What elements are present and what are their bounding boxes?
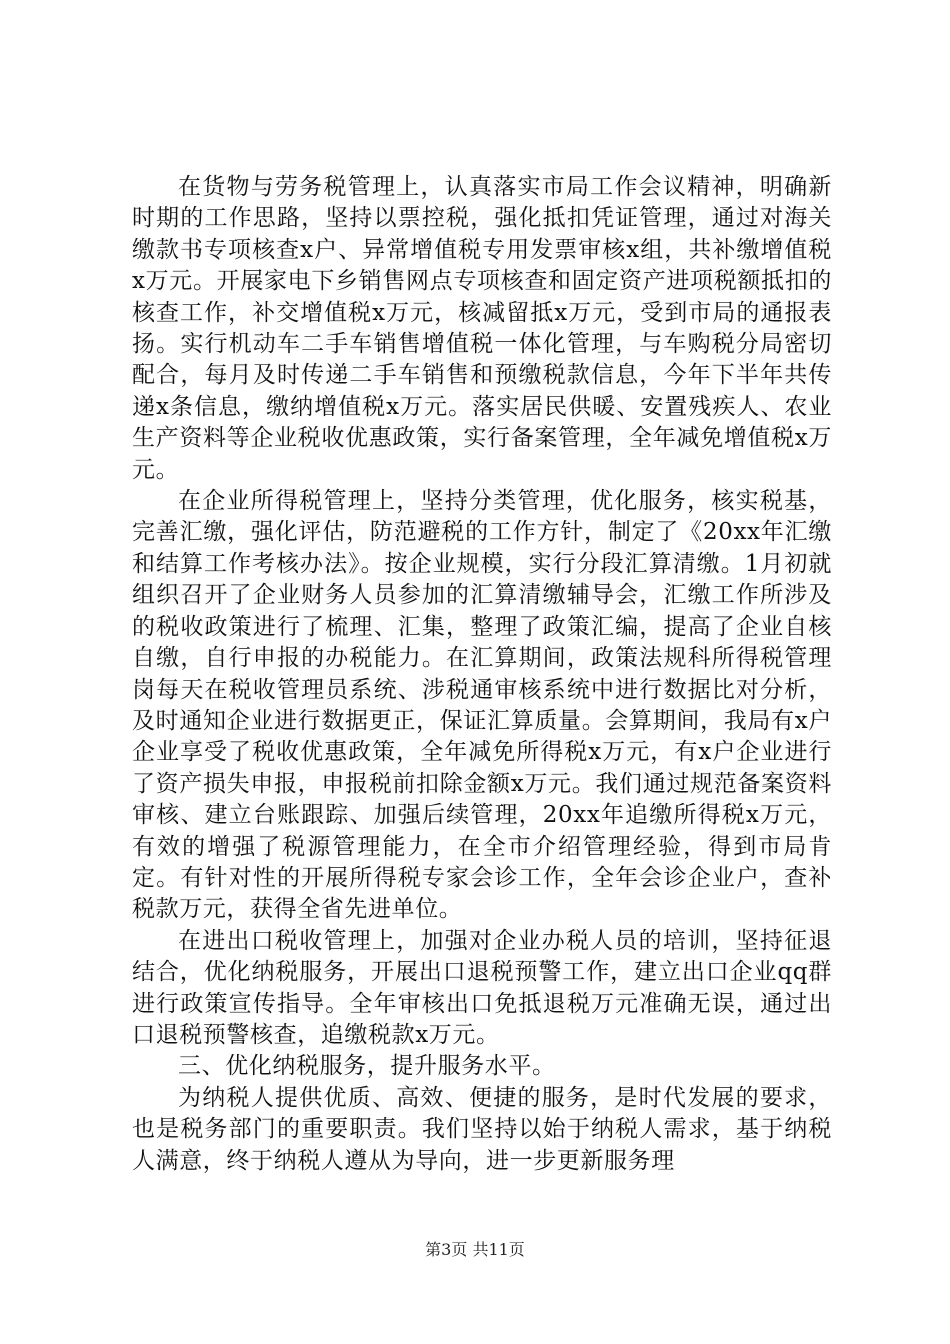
page-number-footer: 第3页 共11页 bbox=[425, 1240, 525, 1259]
section-heading-taxpayer-service: 三、优化纳税服务，提升服务水平。 bbox=[178, 1053, 556, 1080]
paragraph-taxpayer-service: 为纳税人提供优质、高效、便捷的服务，是时代发展的要求，也是税务部门的重要职责。我们坚持以始于纳税人需求，基于纳税人满意，终于纳税人遵从为导向，进一步更新服务理 bbox=[132, 1084, 832, 1174]
paragraph-goods-labor-tax: 在货物与劳务税管理上，认真落实市局工作会议精神，明确新时期的工作思路，坚持以票控税，强化抵扣凭证管理，通过对海关缴款书专项核查x户、异常增值税专用发票审核x组，共补缴增值税x万元。开展家电下乡销售网点专项核查和固定资产进项税额抵扣的核查工作，补交增值税x万元，核减留抵x万元，受到市局的通报表扬。实行机动车二手车销售增值税一体化管理，与车购税分局密切配合，每月及时传递二手车销售和预缴税款信息，今年下半年共传递x条信息，缴纳增值税x万元。落实居民供暖、安置残疾人、农业生产资料等企业税收优惠政策，实行备案管理，全年减免增值税x万元。 bbox=[132, 174, 832, 483]
paragraph-import-export-tax: 在进出口税收管理上，加强对企业办税人员的培训，坚持征退结合，优化纳税服务，开展出口退税预警工作，建立出口企业qq群进行政策宣传指导。全年审核出口免抵退税万元准确无误，通过出口退税预警核查，追缴税款x万元。 bbox=[132, 927, 832, 1048]
paragraph-enterprise-income-tax: 在企业所得税管理上，坚持分类管理，优化服务，核实税基，完善汇缴，强化评估，防范避税的工作方针，制定了《20xx年汇缴和结算工作考核办法》。按企业规模，实行分段汇算清缴。1月初就组织召开了企业财务人员参加的汇算清缴辅导会，汇缴工作所涉及的税收政策进行了梳理、汇集，整理了政策汇编，提高了企业自核自缴，自行申报的办税能力。在汇算期间，政策法规科所得税管理岗每天在税收管理员系统、涉税通审核系统中进行数据比对分析，及时通知企业进行数据更正，保证汇算质量。会算期间，我局有x户企业享受了税收优惠政策，全年减免所得税x万元，有x户企业进行了资产损失申报，申报税前扣除金额x万元。我们通过规范备案资料审核、建立台账跟踪、加强后续管理，20xx年追缴所得税x万元，有效的增强了税源管理能力，在全市介绍管理经验，得到市局肯定。有针对性的开展所得税专家会诊工作，全年会诊企业户，查补税款万元，获得全省先进单位。 bbox=[132, 488, 832, 923]
document-body bbox=[132, 172, 832, 1177]
